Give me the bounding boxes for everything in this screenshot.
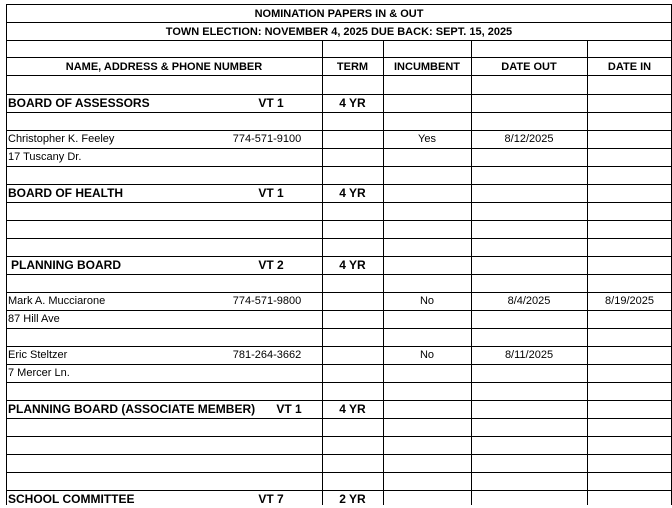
candidate-address: 7 Mercer Ln. xyxy=(8,367,70,379)
candidate-name: Eric Steltzer xyxy=(8,349,68,361)
grid-line xyxy=(6,382,672,383)
candidate-address: 17 Tuscany Dr. xyxy=(8,151,82,163)
grid-line xyxy=(6,328,672,329)
grid-line xyxy=(6,220,672,221)
section-vote: VT 2 xyxy=(258,258,284,272)
grid-line xyxy=(6,4,7,505)
grid-line xyxy=(6,202,672,203)
grid-line xyxy=(6,166,672,167)
grid-line xyxy=(6,436,672,437)
section-term: 4 YR xyxy=(339,96,366,110)
candidate-date-in xyxy=(587,130,672,148)
grid-line xyxy=(6,274,672,275)
section-title: PLANNING BOARD (ASSOCIATE MEMBER) xyxy=(8,402,256,416)
grid-line xyxy=(6,22,672,23)
candidate-incumbent: No xyxy=(419,349,435,361)
candidate-phone: 774-571-9800 xyxy=(232,295,302,307)
grid-line xyxy=(6,40,672,41)
candidate-phone: 774-571-9100 xyxy=(232,133,302,145)
col-header-date-out: DATE OUT xyxy=(501,61,557,73)
col-header-term: TERM xyxy=(336,61,369,73)
sheet-title: NOMINATION PAPERS IN & OUT xyxy=(254,8,424,20)
grid-line xyxy=(6,418,672,419)
grid-line xyxy=(6,4,672,5)
section-vote: VT 7 xyxy=(258,492,284,506)
section-vote: VT 1 xyxy=(258,186,284,200)
candidate-date-in xyxy=(587,346,672,364)
candidate-name: Mark A. Mucciarone xyxy=(8,295,106,307)
candidate-phone: 781-264-3662 xyxy=(232,349,302,361)
col-header-incumbent: INCUMBENT xyxy=(394,61,460,73)
candidate-date-out: 8/12/2025 xyxy=(504,133,554,145)
section-term: 4 YR xyxy=(339,402,366,416)
candidate-date-in: 8/19/2025 xyxy=(605,295,654,307)
section-term: 4 YR xyxy=(339,258,366,272)
candidate-incumbent: Yes xyxy=(418,133,436,145)
grid-line xyxy=(6,112,672,113)
candidate-name: Christopher K. Feeley xyxy=(8,133,115,145)
section-vote: VT 1 xyxy=(276,402,302,416)
section-title: BOARD OF ASSESSORS xyxy=(8,96,150,110)
sheet-subtitle: TOWN ELECTION: NOVEMBER 4, 2025 DUE BACK: SEPT. 15, 2025 xyxy=(165,26,513,38)
candidate-date-out: 8/4/2025 xyxy=(507,295,551,307)
grid-line xyxy=(6,75,672,76)
grid-line xyxy=(6,57,672,58)
section-title: BOARD OF HEALTH xyxy=(8,186,124,200)
col-header-date-in: DATE IN xyxy=(607,61,652,73)
candidate-date-out: 8/11/2025 xyxy=(504,349,554,361)
col-header-name: NAME, ADDRESS & PHONE NUMBER xyxy=(65,61,263,73)
grid-line xyxy=(6,238,672,239)
candidate-address: 87 Hill Ave xyxy=(8,313,60,325)
grid-line xyxy=(6,472,672,473)
candidate-incumbent: No xyxy=(419,295,435,307)
grid-line xyxy=(6,454,672,455)
section-title: PLANNING BOARD xyxy=(11,258,121,272)
section-term: 2 YR xyxy=(339,492,366,506)
section-vote: VT 1 xyxy=(258,96,284,110)
section-title: SCHOOL COMMITTEE xyxy=(8,492,135,506)
section-term: 4 YR xyxy=(339,186,366,200)
